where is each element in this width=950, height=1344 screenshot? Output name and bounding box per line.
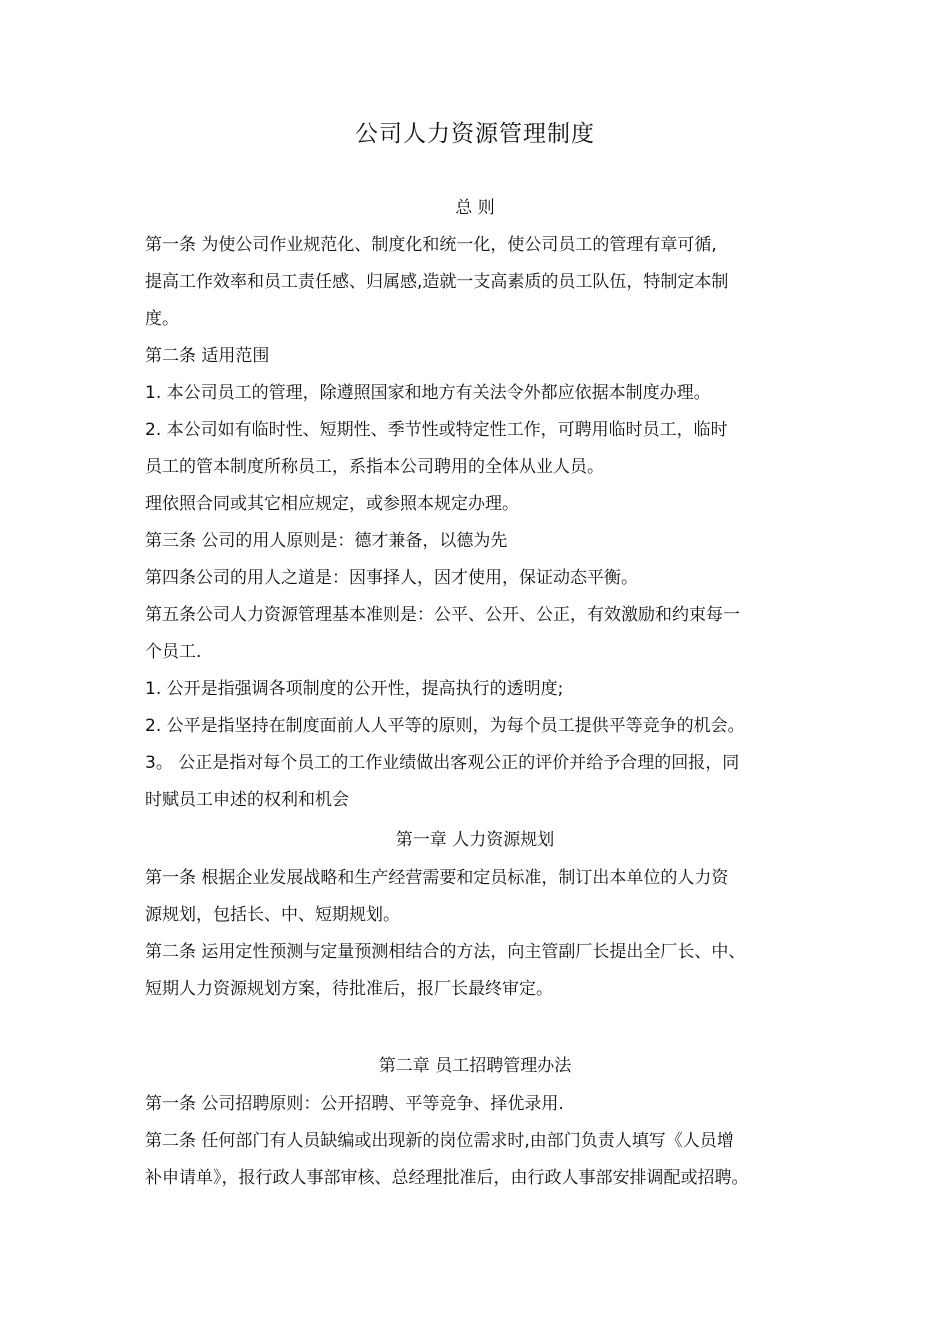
text-line: 2. 本公司如有临时性、短期性、季节性或特定性工作，可聘用临时员工，临时: [145, 420, 728, 440]
text-line: 第四条公司的用人之道是：因事择人，因才使用，保证动态平衡。: [145, 568, 638, 588]
paragraph-chapter2-article-2: [145, 1123, 809, 1197]
paragraph-article-4: [145, 560, 809, 597]
text-line: 补申请单》，报行政人事部审核、总经理批准后，由行政人事部安排调配或招聘。: [145, 1168, 749, 1188]
paragraph-item-2-continued: [145, 486, 809, 523]
paragraph-article-1: [145, 227, 809, 338]
text-line: 2. 公平是指坚持在制度面前人人平等的原则，为每个员工提供平等竞争的机会。: [145, 716, 745, 736]
text-line: 3。 公正是指对每个员工的工作业绩做出客观公正的评价并给予合理的回报，同: [145, 753, 740, 773]
text-line: 短期人力资源规划方案，待批准后，报厂长最终审定。: [145, 979, 553, 999]
text-line: 1. 公开是指强调各项制度的公开性，提高执行的透明度;: [145, 679, 564, 699]
paragraph-item-1: [145, 375, 809, 412]
text-line: 第三条 公司的用人原则是：德才兼备，以德为先: [145, 531, 508, 551]
text-line: 度。: [145, 309, 179, 329]
paragraph-article-5: [145, 597, 809, 671]
chapter-heading-2: 第二章 员工招聘管理办法: [378, 1056, 572, 1076]
text-line: 员工的管本制度所称员工，系指本公司聘用的全体从业人员。: [145, 457, 604, 477]
text-line: 第二条 运用定性预测与定量预测相结合的方法，向主管副厂长提出全厂长、中、: [145, 942, 746, 962]
text-line: 第二条 任何部门有人员缺编或出现新的岗位需求时,由部门负责人填写《人员增: [145, 1131, 734, 1151]
paragraph-item-2: [145, 412, 809, 486]
paragraph-chapter1-article-2: [145, 934, 809, 1008]
paragraph-article-2: [145, 338, 809, 375]
text-line: 第一条 公司招聘原则：公开招聘、平等竞争、择优录用.: [145, 1094, 564, 1114]
paragraph-chapter1-article-1: [145, 860, 809, 934]
text-line: 理依照合同或其它相应规定，或参照本规定办理。: [145, 494, 519, 514]
paragraph-principle-2: [145, 708, 809, 745]
section-heading-general: 总 则: [455, 198, 495, 218]
paragraph-principle-1: [145, 671, 809, 708]
text-line: 第一条 为使公司作业规范化、制度化和统一化，使公司员工的管理有章可循,: [145, 235, 717, 255]
paragraph-article-3: [145, 523, 809, 560]
text-line: 第一条 根据企业发展战略和生产经营需要和定员标准，制订出本单位的人力资: [145, 868, 729, 888]
paragraph-principle-3: [145, 745, 809, 819]
text-line: 第二条 适用范围: [145, 346, 270, 366]
paragraph-chapter2-article-1: [145, 1086, 809, 1123]
text-line: 第五条公司人力资源管理基本准则是：公平、公开、公正，有效激励和约束每一: [145, 605, 740, 625]
text-line: 时赋员工申述的权利和机会: [145, 790, 349, 810]
chapter-heading-1: 第一章 人力资源规划: [395, 830, 555, 850]
text-line: 源规划，包括长、中、短期规划。: [145, 905, 400, 925]
document-title: 公司人力资源管理制度: [355, 121, 595, 147]
text-line: 1. 本公司员工的管理，除遵照国家和地方有关法令外都应依据本制度办理。: [145, 383, 711, 403]
text-line: 个员工.: [145, 642, 202, 662]
text-line: 提高工作效率和员工责任感、归属感,造就一支高素质的员工队伍，特制定本制: [145, 272, 729, 292]
